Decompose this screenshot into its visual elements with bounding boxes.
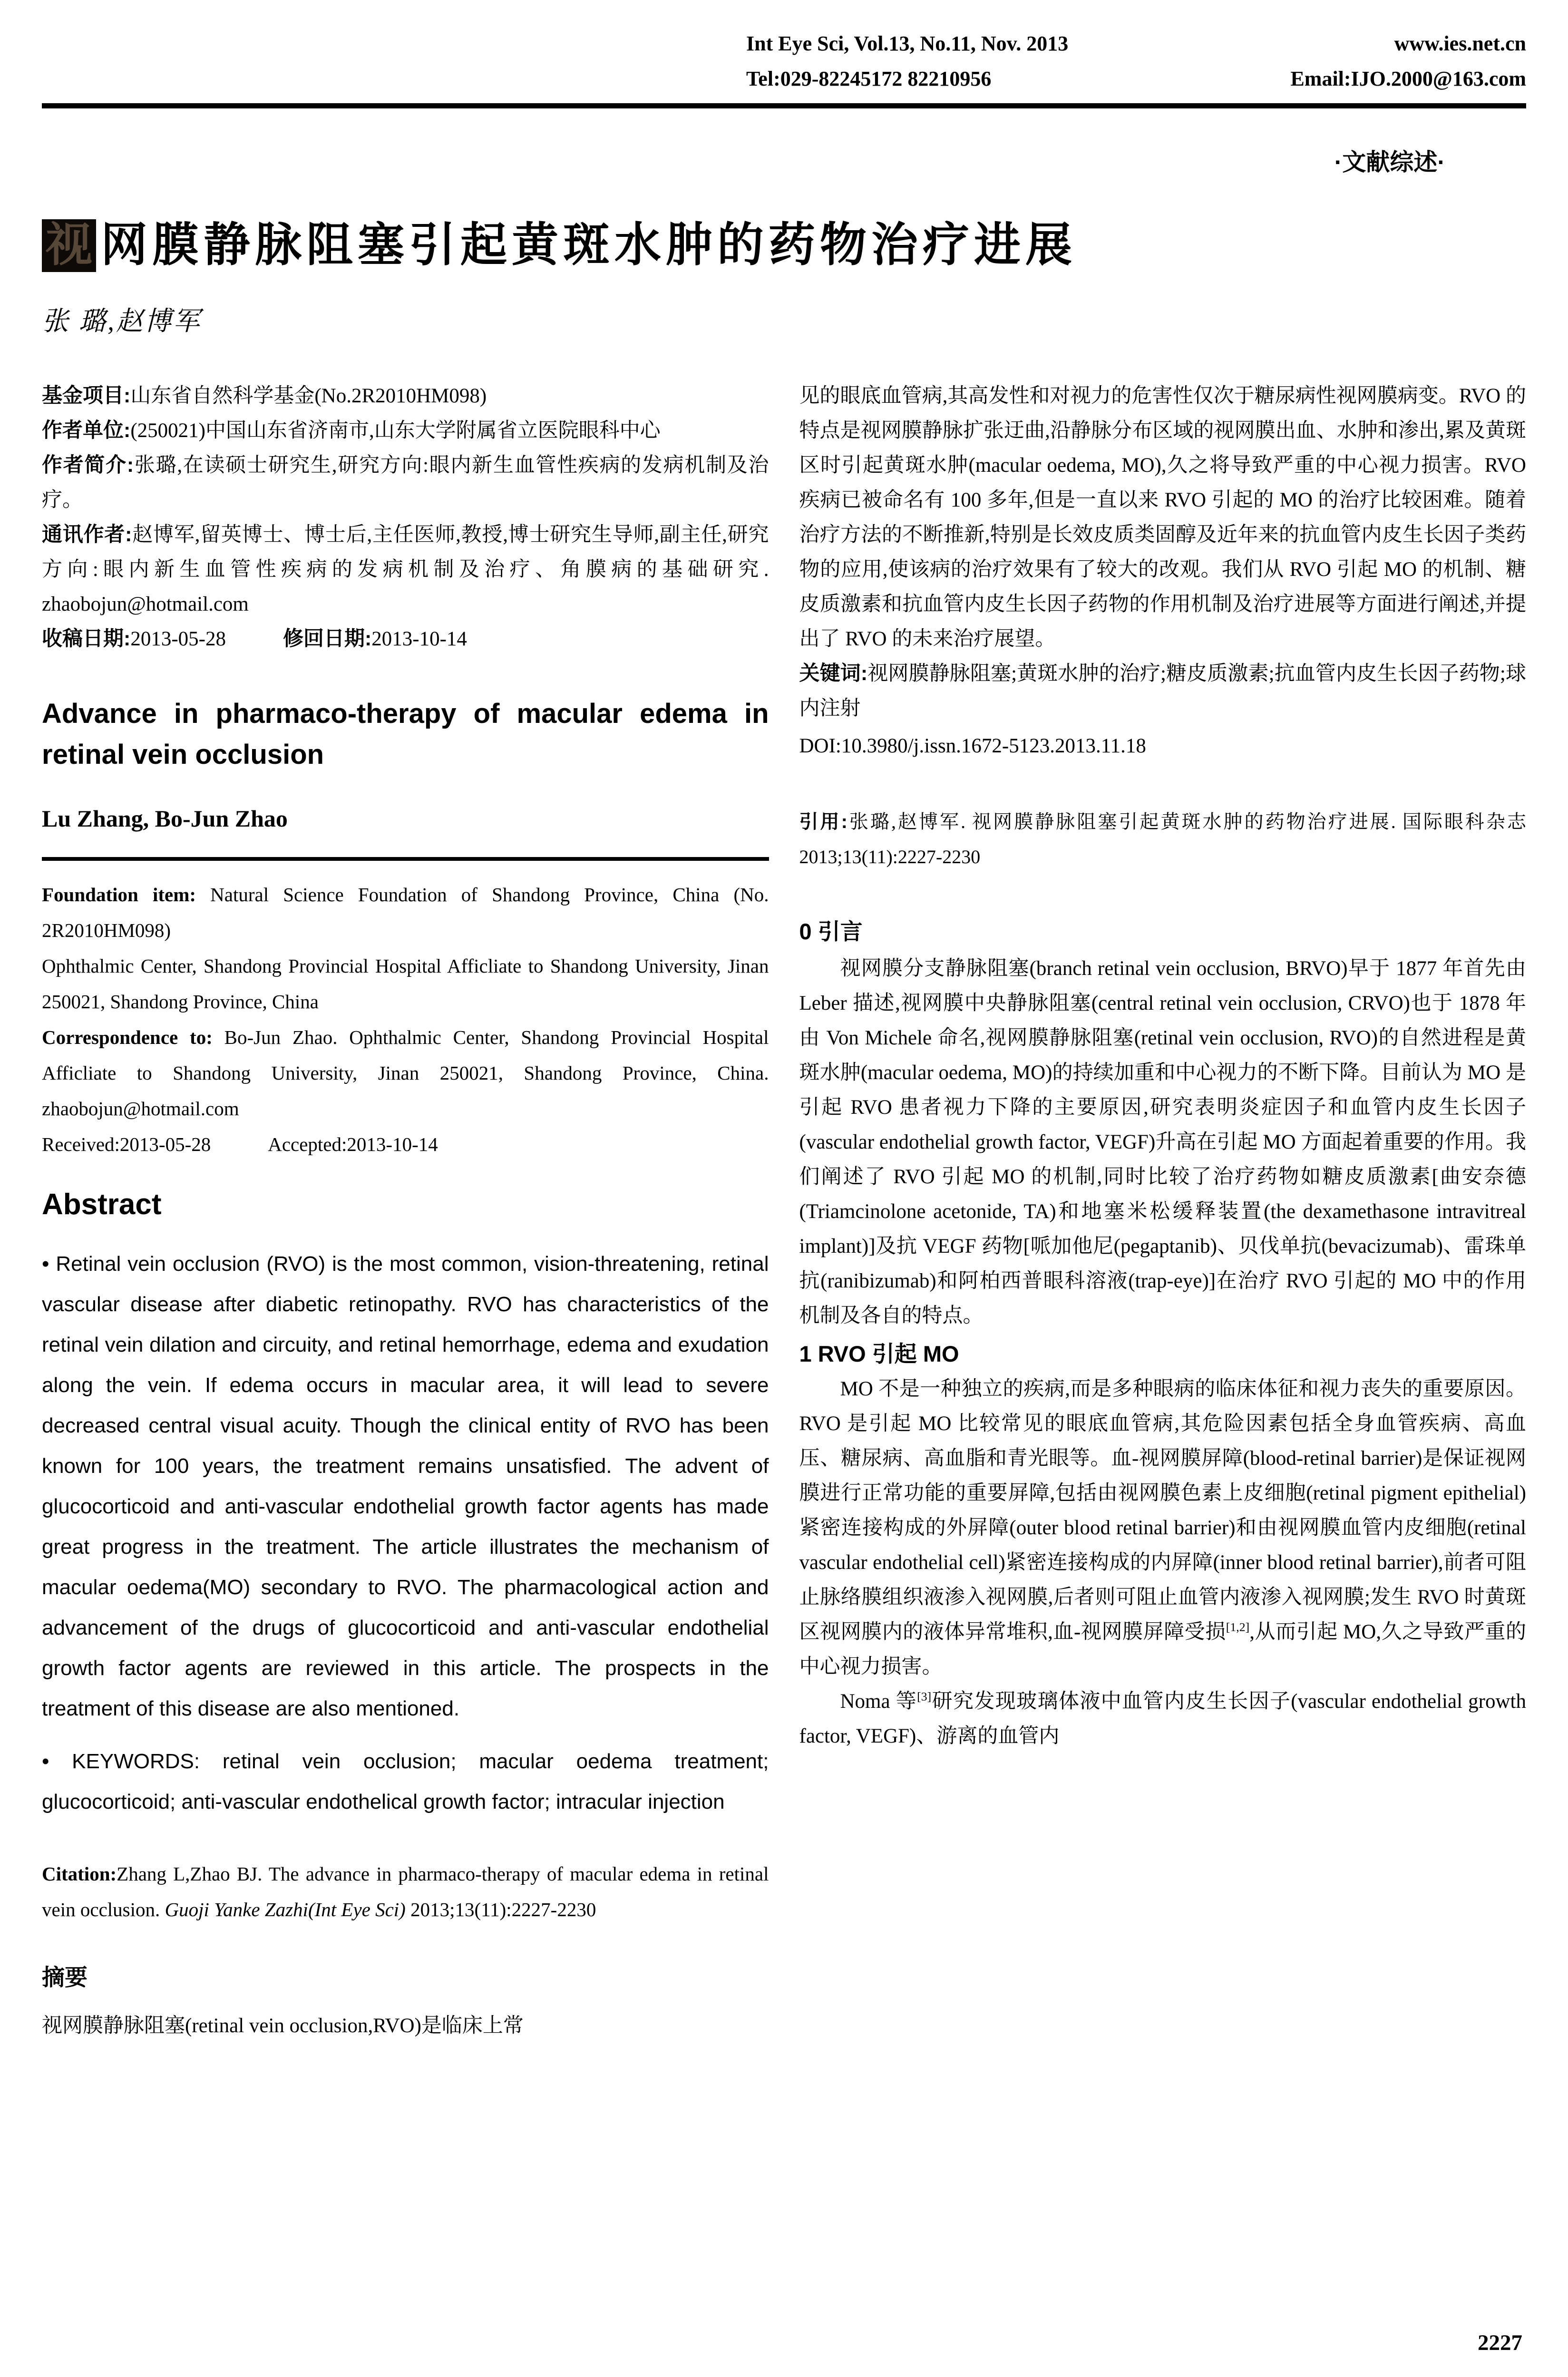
authors-en: Lu Zhang, Bo-Jun Zhao (42, 805, 288, 832)
journal-email: Email:IJO.2000@163.com (1290, 67, 1526, 90)
article-type-label: ·文献综述· (1334, 149, 1445, 175)
journal-volume-info: Int Eye Sci, Vol.13, No.11, Nov. 2013 (746, 32, 1069, 55)
citation-label: Citation: (42, 1863, 117, 1885)
authors-cn: 张 璐,赵博军 (42, 306, 202, 336)
section-1-paragraph-2 (799, 1684, 1527, 1754)
doi-line: DOI:10.3980/j.issn.1672-5123.2013.11.18 (799, 734, 1146, 757)
dates-line (42, 622, 769, 656)
section-1-heading: 1 RVO 引起 MO (799, 1341, 959, 1366)
title-rest: 网膜静脉阻塞引起黄斑水肿的药物治疗进展 (101, 220, 1077, 271)
article-title-cn (42, 218, 1526, 274)
title-dropcap: 视 (42, 219, 96, 272)
keywords-text-en: retinal vein occlusion; macular oedema treatment; glucocorticoid; anti-vascular endothelical growth factor; intracular injection (42, 1750, 769, 1814)
journal-telephone: Tel:029-82245172 82210956 (746, 67, 992, 90)
keywords-label-cn: 关键词: (799, 662, 868, 685)
running-head-line1 (746, 26, 1526, 61)
reference-superscript-2: [3] (917, 1689, 932, 1704)
correspondence-text: Bo-Jun Zhao. Ophthalmic Center, Shandong Provincial Hospital Afficliate to Shandong University, Jinan 250021, Shandong Province, China. zhaobojun@hotmail.com (42, 1026, 769, 1120)
english-footnote-block (42, 877, 769, 1162)
keywords-bullet: • (42, 1750, 49, 1773)
correspondence-label: Correspondence to: (42, 1026, 213, 1048)
journal-running-head (746, 26, 1526, 97)
correspondence-cn-label: 通讯作者: (42, 523, 132, 546)
citation-journal-italic: Guoji Yanke Zazhi(Int Eye Sci) (165, 1899, 406, 1921)
cn-abstract-heading: 摘要 (42, 1965, 88, 1991)
running-head-line2 (746, 61, 1526, 97)
correspondence-en (42, 1020, 769, 1127)
header-rule (42, 103, 1526, 108)
received-en: Received:2013-05-28 (42, 1133, 211, 1155)
accepted-en: Accepted:2013-10-14 (268, 1133, 438, 1155)
keywords-text-cn: 视网膜静脉阻塞;黄斑水肿的治疗;糖皮质激素;抗血管内皮生长因子药物;球内注射 (799, 662, 1526, 720)
abstract-bullet: • (42, 1252, 49, 1276)
right-column (799, 379, 1527, 2043)
abstract-heading: Abstract (42, 1188, 162, 1221)
foundation-item (42, 877, 769, 948)
citation-pre: Zhang L,Zhao BJ. The advance in pharmaco-therapy of macular edema in retinal vein occlusion. (42, 1863, 769, 1921)
author-bio-text: 张璐,在读硕士研究生,研究方向:眼内新生血管性疾病的发病机制及治疗。 (42, 454, 769, 511)
cn-abstract-continued: 见的眼底血管病,其高发性和对视力的危害性仅次于糖尿病性视网膜病变。RVO 的特点是视网膜静脉扩张迂曲,沿静脉分布区域的视网膜出血、水肿和渗出,累及黄斑区时引起黄斑水肿(macular oedema, MO),久之将导致严重的中心视力损害。RVO 疾病已被命名有 100 多年,但是一直以来 RVO 引起的 MO 的治疗比较困难。随着治疗方法的不断推新,特别是长效皮质类固醇及近年来的抗血管内皮生长因子类药物的应用,使该病的治疗效果有了较大的改观。我们从 RVO 引起 MO 的机制、糖皮质激素和抗血管内皮生长因子药物的作用机制及治疗进展等方面进行阐述,并提出了 RVO 的未来治疗展望。 (799, 384, 1526, 650)
cn-abstract-first-line: 视网膜静脉阻塞(retinal vein occlusion,RVO)是临床上常 (42, 2014, 524, 2037)
affiliation-label: 作者单位: (42, 419, 131, 442)
fund-text: 山东省自然科学基金(No.2R2010HM098) (130, 384, 487, 407)
paragraph-2-post: 研究发现玻璃体液中血管内皮生长因子(vascular endothelial growth factor, VEGF)、游离的血管内 (799, 1690, 1526, 1747)
received-date-cn: 2013-05-28 (130, 627, 226, 650)
affiliation-line (42, 413, 769, 448)
foundation-text: Natural Science Foundation of Shandong Province, China (No. 2R2010HM098) (42, 883, 769, 941)
received-label-cn: 收稿日期: (42, 627, 131, 650)
revised-date-cn: 2013-10-14 (371, 627, 467, 650)
author-bio-label: 作者简介: (42, 453, 134, 477)
citation-en (42, 1856, 769, 1928)
two-column-body (42, 379, 1526, 2043)
citation-text-cn: 张璐,赵博军. 视网膜静脉阻塞引起黄斑水肿的药物治疗进展. 国际眼科杂志 2013;13(11):2227-2230 (799, 810, 1526, 867)
revised-label-cn: 修回日期: (282, 627, 372, 650)
section-0-paragraph: 视网膜分支静脉阻塞(branch retinal vein occlusion, BRVO)早于 1877 年首先由 Leber 描述,视网膜中央静脉阻塞(central retinal vein occlusion, CRVO)也于 1878 年由 Von Michele 命名,视网膜静脉阻塞(retinal vein occlusion, RVO)的自然进程是黄斑水肿(macular oedema, MO)的持续加重和中心视力的不断下降。目前认为 MO 是引起 RVO 患者视力下降的主要原因,研究表明炎症因子和血管内皮生长因子(vascular endothelial growth factor, VEGF)升高在引起 MO 方面起着重要的作用。我们阐述了 RVO 引起 MO 的机制,同时比较了治疗药物如糖皮质激素[曲安奈德(Triamcinolone acetonide, TA)和地塞米松缓释装置(the dexamethasone intravitreal implant)]及抗 VEGF 药物[哌加他尼(pegaptanib)、贝伐单抗(bevacizumab)、雷珠单抗(ranibizumab)和阿柏西普眼科溶液(trap-eye)]在治疗 RVO 引起的 MO 中的作用机制及各自的特点。 (799, 957, 1526, 1327)
fund-line (42, 379, 769, 413)
received-accepted-line (42, 1127, 769, 1162)
section-1-paragraph (799, 1372, 1527, 1684)
fund-label: 基金项目: (42, 384, 131, 407)
paragraph-2-pre: Noma 等 (840, 1690, 917, 1713)
section-1-text-post: ,从而引起 MO,久之导致严重的中心视力损害。 (799, 1620, 1526, 1678)
author-info-block (42, 379, 769, 656)
citation-post: 2013;13(11):2227-2230 (405, 1899, 596, 1921)
page-number: 2227 (1478, 2330, 1522, 2355)
reference-superscript-1: [1,2] (1226, 1620, 1250, 1634)
correspondence-cn-line (42, 517, 769, 622)
left-column (42, 379, 769, 2043)
journal-website: www.ies.net.cn (1394, 32, 1526, 55)
article-title-en: Advance in pharmaco-therapy of macular edema in retinal vein occlusion (42, 698, 769, 770)
keywords-cn (799, 656, 1527, 726)
citation-label-cn: 引用: (799, 811, 847, 832)
affiliation-en: Ophthalmic Center, Shandong Provincial Hospital Afficliate to Shandong University, Jinan 250021, Shandong Province, China (42, 955, 769, 1013)
foundation-label: Foundation item: (42, 883, 196, 906)
section-0-heading: 0 引言 (799, 918, 863, 944)
citation-cn (799, 804, 1527, 875)
correspondence-cn-text: 赵博军,留英博士、博士后,主任医师,教授,博士研究生导师,副主任,研究方向:眼内新生血管性疾病的发病机制及治疗、角膜病的基础研究. zhaobojun@hotmail.com (42, 523, 769, 615)
keywords-en (42, 1741, 769, 1822)
abstract-text: Retinal vein occlusion (RVO) is the most common, vision-threatening, retinal vascular disease after diabetic retinopathy. RVO has characteristics of the retinal vein dilation and circuity, and retinal hemorrhage, edema and exudation along the vein. If edema occurs in macular area, it will lead to severe decreased central visual acuity. Though the clinical entity of RVO has been known for 100 years, the treatment remains unsatisfied. The advent of glucocorticoid and anti-vascular endothelial growth factor agents has made great progress in the treatment. The article illustrates the mechanism of macular oedema(MO) secondary to RVO. The pharmacological action and advancement of the drugs of glucocorticoid and anti-vascular endothelial growth factor agents are reviewed in this article. The prospects in the treatment of this disease are also mentioned. (42, 1252, 769, 1721)
keywords-label-en: KEYWORDS: (72, 1750, 200, 1773)
footnote-rule (42, 857, 769, 861)
abstract-body (42, 1244, 769, 1729)
author-bio-line (42, 448, 769, 517)
section-1-text-pre: MO 不是一种独立的疾病,而是多种眼病的临床体征和视力丧失的重要原因。RVO 是引起 MO 比较常见的眼底血管病,其危险因素包括全身血管疾病、高血压、糖尿病、高血脂和青光眼等。血-视网膜屏障(blood-retinal barrier)是保证视网膜进行正常功能的重要屏障,包括由视网膜色素上皮细胞(retinal pigment epithelial)紧密连接构成的外屏障(outer blood retinal barrier)和由视网膜血管内皮细胞(retinal vascular endothelial cell)紧密连接构成的内屏障(inner blood retinal barrier),前者可阻止脉络膜组织液渗入视网膜,后者则可阻止血管内液渗入视网膜;发生 RVO 时黄斑区视网膜内的液体异常堆积,血-视网膜屏障受损 (799, 1377, 1526, 1643)
affiliation-text: (250021)中国山东省济南市,山东大学附属省立医院眼科中心 (130, 419, 661, 442)
